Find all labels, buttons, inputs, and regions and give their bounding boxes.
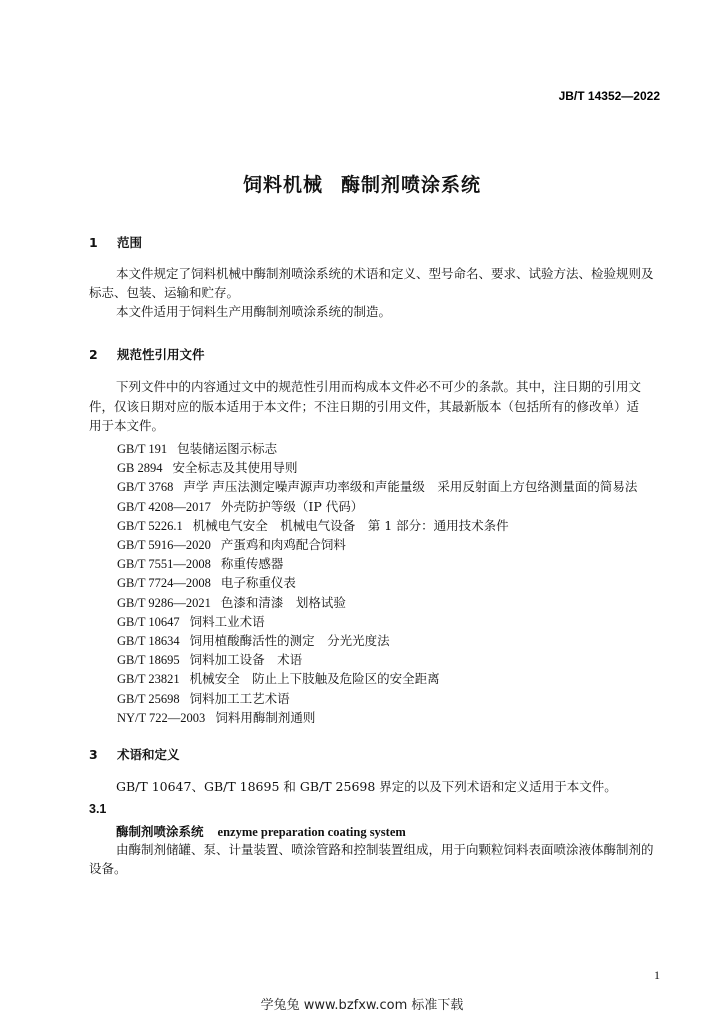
section-3-intro: GB/T 10647、GB/T 18695 和 GB/T 25698 界定的以及下列术语和定义适用于本文件。	[116, 779, 617, 794]
page-number: 1	[654, 968, 660, 982]
reference-code: GB/T 25698	[117, 691, 180, 706]
title-part2: 酶制剂喷涂系统	[341, 174, 482, 196]
section-number: 2	[89, 347, 98, 362]
reference-code: GB/T 23821	[117, 672, 180, 687]
reference-code: GB/T 3768	[117, 480, 174, 495]
reference-item	[117, 631, 390, 649]
section-title: 范围	[117, 235, 143, 250]
definition-line2: 设备。	[89, 861, 127, 876]
reference-item	[117, 573, 296, 591]
reference-title: 包装储运图示标志	[177, 441, 278, 456]
section-number: 1	[89, 235, 98, 250]
reference-code: GB/T 18634	[117, 634, 180, 648]
reference-item	[117, 593, 346, 611]
reference-item	[117, 535, 346, 553]
reference-item	[117, 439, 277, 457]
reference-title: 安全标志及其使用导则	[172, 460, 298, 476]
section-3-heading	[89, 745, 180, 763]
reference-title: 机械安全 防止上下肢触及危险区的安全距离	[189, 671, 440, 687]
reference-code: GB/T 10647	[117, 614, 180, 629]
section-1-para1-line2: 标志、包装、运输和贮存。	[89, 285, 240, 300]
standard-code: JB/T 14352—2022	[558, 89, 660, 103]
reference-code: GB/T 7551—2008	[117, 557, 211, 572]
reference-item	[117, 458, 298, 476]
reference-title: 称重传感器	[220, 556, 284, 572]
reference-code: GB/T 191	[117, 442, 168, 456]
term-entry	[116, 822, 406, 840]
reference-item	[117, 669, 440, 687]
reference-code: GB/T 9286—2021	[117, 595, 211, 610]
section-title: 术语和定义	[117, 747, 180, 762]
reference-title: 机械电气安全 机械电气设备 第 1 部分：通用技术条件	[192, 517, 509, 533]
term-chinese: 酶制剂喷涂系统	[116, 824, 204, 839]
reference-title: 饲料用酶制剂通则	[215, 709, 316, 725]
document-title	[0, 170, 724, 197]
reference-title: 色漆和清漆 划格试验	[220, 594, 346, 610]
reference-title: 声学 声压法测定噪声源声功率级和声能量级 采用反射面上方包络测量面的简易法	[183, 479, 638, 495]
section-2-intro-line1: 下列文件中的内容通过文中的规范性引用而构成本文件必不可少的条款。其中，注日期的引用文	[116, 379, 642, 394]
reference-item	[117, 650, 302, 668]
section-2-intro-line3: 用于本文件。	[89, 418, 165, 433]
reference-item	[117, 497, 363, 515]
reference-code: GB/T 5226.1	[117, 518, 183, 533]
reference-item	[117, 477, 637, 495]
reference-title: 饲料工业术语	[189, 613, 265, 629]
definition-line1: 由酶制剂储罐、泵、计量装置、喷涂管路和控制装置组成，用于向颗粒饲料表面喷涂液体酶制剂的	[116, 842, 654, 857]
reference-code: NY/T 722—2003	[117, 710, 206, 725]
reference-item	[117, 612, 265, 630]
footer-watermark: 学兔兔 www.bzfxw.com 标准下载	[260, 998, 464, 1013]
reference-code: GB 2894	[117, 461, 163, 476]
section-2-intro-line2: 件，仅该日期对应的版本适用于本文件；不注日期的引用文件，其最新版本（包括所有的修改单）适	[89, 399, 640, 414]
section-1-heading	[89, 233, 142, 251]
reference-title: 饲料加工工艺术语	[189, 690, 290, 706]
title-part1: 饲料机械	[242, 174, 323, 196]
reference-item	[117, 708, 315, 726]
reference-code: GB/T 7724—2008	[117, 576, 211, 591]
section-title: 规范性引用文件	[117, 347, 205, 362]
subclause-number: 3.1	[89, 802, 107, 816]
term-english: enzyme preparation coating system	[217, 825, 406, 839]
reference-item	[117, 689, 290, 707]
reference-code: GB/T 4208—2017	[117, 499, 211, 514]
reference-title: 饲用植酸酶活性的测定 分光光度法	[189, 633, 390, 648]
reference-code: GB/T 5916—2020	[117, 538, 211, 552]
reference-title: 外壳防护等级（IP 代码）	[220, 498, 364, 514]
reference-code: GB/T 18695	[117, 653, 180, 668]
section-1-para2: 本文件适用于饲料生产用酶制剂喷涂系统的制造。	[116, 304, 392, 319]
reference-title: 产蛋鸡和肉鸡配合饲料	[220, 537, 346, 552]
section-number: 3	[89, 747, 98, 762]
section-1-para1-line1: 本文件规定了饲料机械中酶制剂喷涂系统的术语和定义、型号命名、要求、试验方法、检验规则及	[116, 266, 654, 281]
reference-item	[117, 516, 509, 534]
section-2-heading	[89, 345, 205, 363]
reference-title: 电子称重仪表	[220, 575, 296, 591]
reference-title: 饲料加工设备 术语	[189, 652, 303, 668]
reference-item	[117, 554, 283, 572]
